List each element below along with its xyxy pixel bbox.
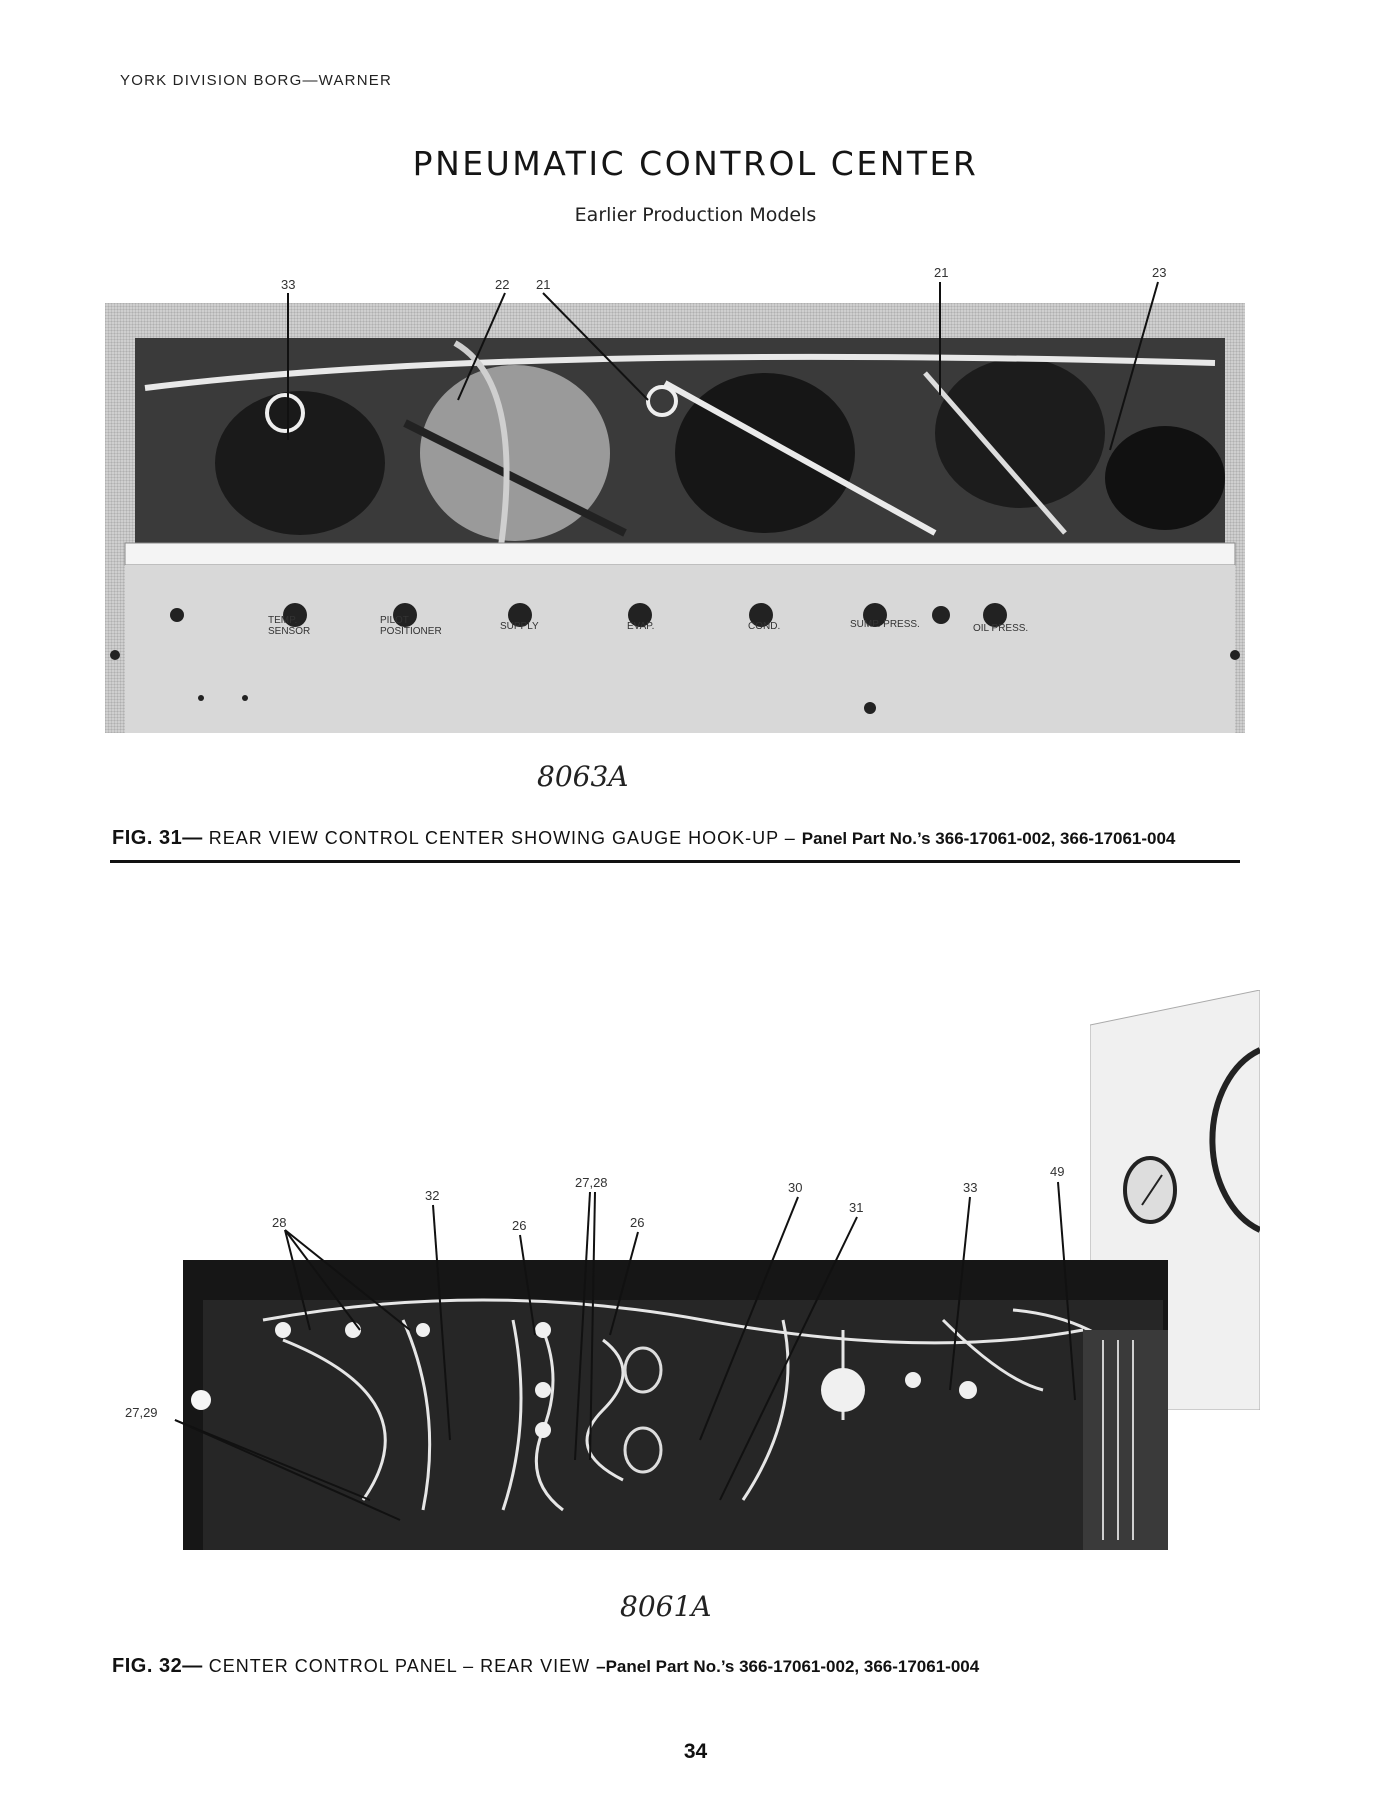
callout-21-left: 21 <box>536 277 551 292</box>
callout-49: 49 <box>1050 1164 1065 1179</box>
callout-32: 32 <box>425 1188 440 1203</box>
figure-32-label: FIG. 32— <box>112 1655 203 1677</box>
callout-28: 28 <box>272 1215 287 1230</box>
panel-label-oil-press: OIL PRESS. <box>973 623 1029 634</box>
figure-31-description: REAR VIEW CONTROL CENTER SHOWING GAUGE HOOK-UP – <box>202 828 802 848</box>
figure-32-caption <box>112 1655 979 1678</box>
figure-32-part-numbers: –Panel Part No.’s 366-17061-002, 366-17061-004 <box>596 1657 980 1676</box>
panel-label-sump-press: SUMP. PRESS. <box>850 619 920 630</box>
callout-23: 23 <box>1152 265 1167 280</box>
callout-27-29: 27,29 <box>125 1405 158 1420</box>
handwritten-photo-number: 8061A <box>620 1590 712 1623</box>
callout-30: 30 <box>788 1180 803 1195</box>
page-number: 34 <box>683 1740 708 1763</box>
panel-label-temp-sensor: TEMP. SENSOR <box>268 615 311 637</box>
callout-27-28: 27,28 <box>575 1175 608 1190</box>
fig32-leader-lines <box>0 880 1391 1580</box>
figure-31 <box>0 0 1391 870</box>
panel-label-supply: SUPPLY <box>500 621 539 632</box>
handwritten-photo-number: 8063A <box>537 760 629 793</box>
callout-33: 33 <box>963 1180 978 1195</box>
panel-label-cond: COND. <box>748 621 781 632</box>
figure-31-part-numbers: Panel Part No.’s 366-17061-002, 366-17061-004 <box>801 829 1176 848</box>
page-title: PNEUMATIC CONTROL CENTER <box>412 144 979 183</box>
figure-32 <box>0 880 1391 1760</box>
callout-33: 33 <box>281 277 296 292</box>
callout-26-left: 26 <box>512 1218 527 1233</box>
panel-label-pilot-positioner: PILOT POSITIONER <box>380 615 442 637</box>
page-subtitle: Earlier Production Models <box>574 204 817 226</box>
callout-31: 31 <box>849 1200 864 1215</box>
callout-21-right: 21 <box>934 265 949 280</box>
figure-31-label: FIG. 31— <box>112 827 203 849</box>
callout-26-right: 26 <box>630 1215 645 1230</box>
figure-31-caption <box>112 827 1175 850</box>
page-header: YORK DIVISION BORG—WARNER <box>120 72 392 89</box>
section-divider <box>110 860 1240 863</box>
panel-label-evap: EVAP. <box>627 621 655 632</box>
fig31-leader-lines <box>0 0 1391 870</box>
callout-22: 22 <box>495 277 510 292</box>
figure-32-description: CENTER CONTROL PANEL – REAR VIEW <box>202 1656 597 1676</box>
